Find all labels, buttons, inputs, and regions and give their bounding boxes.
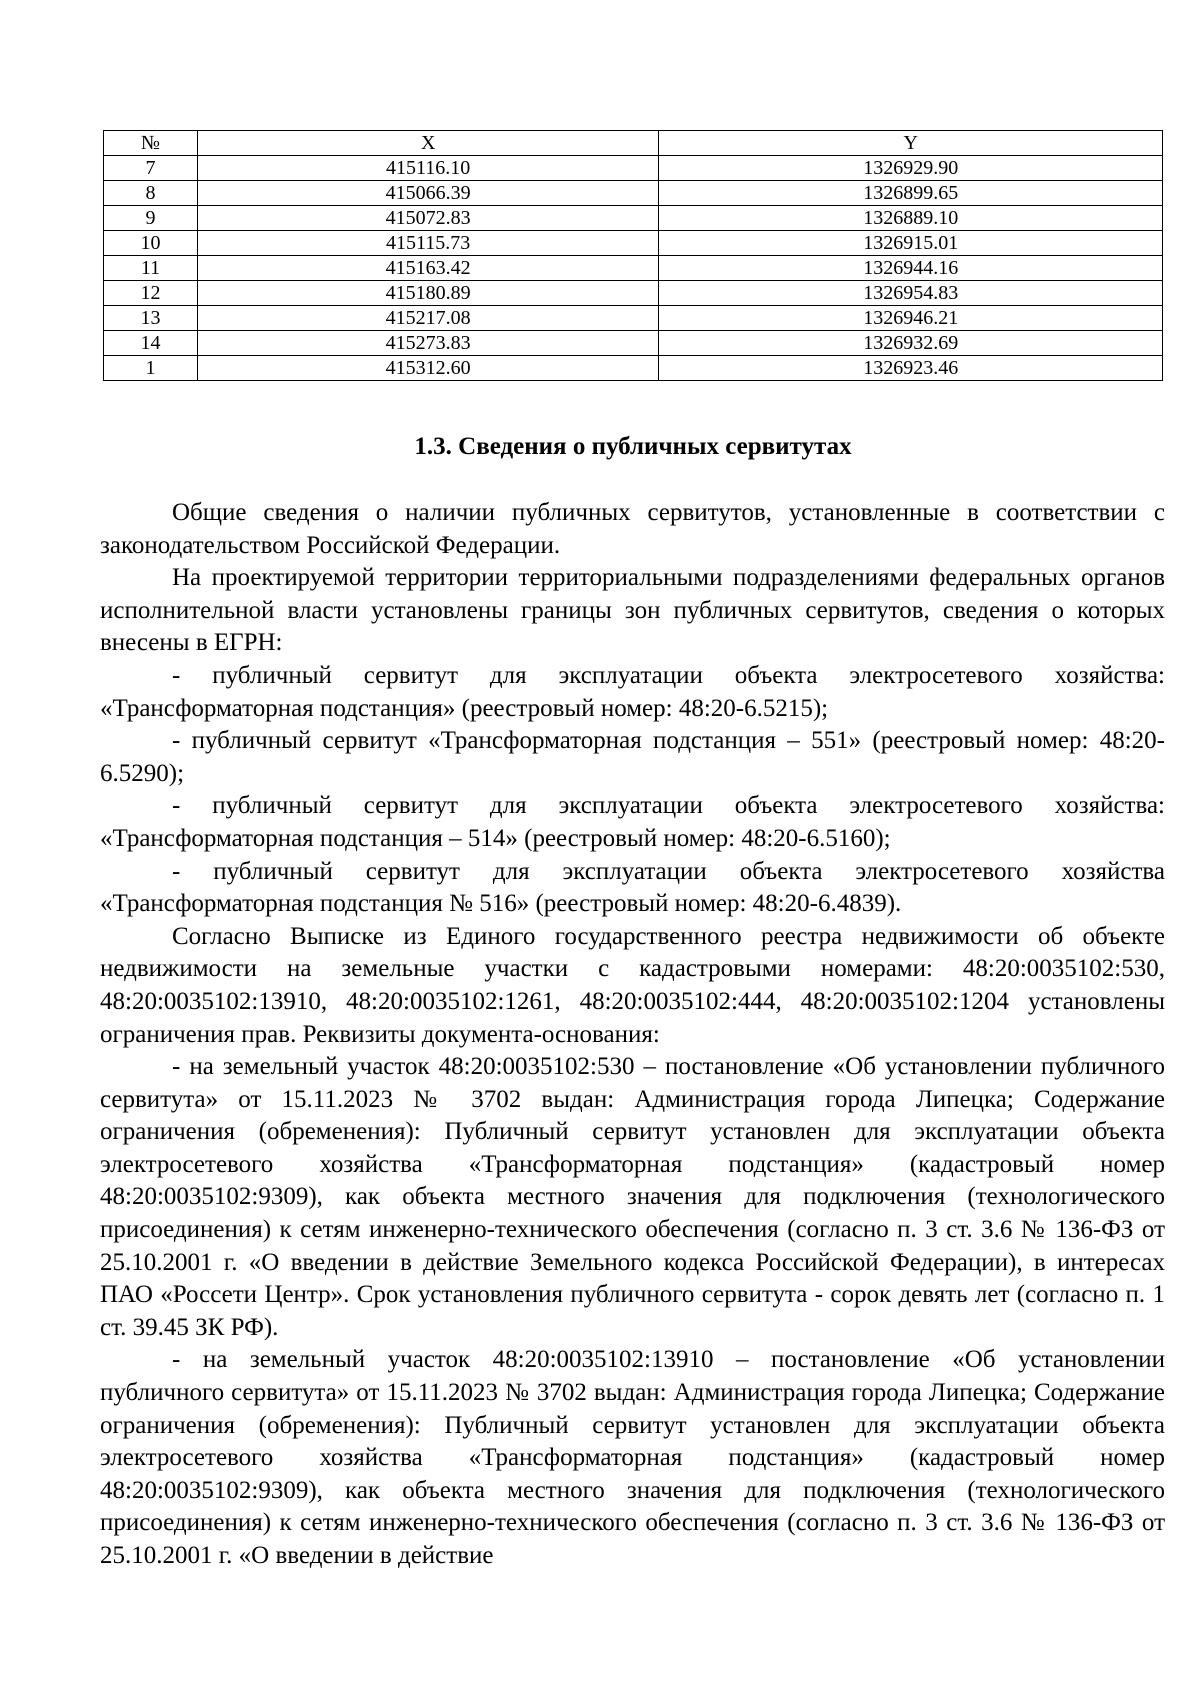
list-item-servitude-4839: - публичный сервитут для эксплуатации объекта электросетевого хозяйства «Трансформаторная подстанция № 516» (реестровый номер: 48:20-6.4839). bbox=[100, 857, 1165, 918]
section-body bbox=[100, 497, 1165, 1573]
cell-x: 415180.89 bbox=[197, 281, 659, 306]
cell-y: 1326954.83 bbox=[659, 281, 1163, 306]
table-row bbox=[104, 156, 1163, 181]
paragraph-general-info: Общие сведения о наличии публичных сервитутов, установленные в соответствии с законодательством Российской Федерации. bbox=[100, 499, 1165, 559]
cell-x: 415066.39 bbox=[197, 181, 659, 206]
cell-y: 1326899.65 bbox=[659, 181, 1163, 206]
paragraph-egrn-zones: На проектируемой территории территориальными подразделениями федеральных органов исполнительной власти установлены границы зон публичных сервитутов, сведения о которых внесены в ЕГРН: bbox=[100, 564, 1165, 657]
table-header-row bbox=[104, 131, 1163, 156]
cell-number: 10 bbox=[104, 231, 198, 256]
header-number: № bbox=[104, 131, 198, 156]
section-heading: 1.3. Сведения о публичных сервитутах bbox=[414, 433, 852, 460]
cell-y: 1326923.46 bbox=[659, 356, 1163, 381]
table-row bbox=[104, 306, 1163, 331]
table-row bbox=[104, 231, 1163, 256]
list-item-plot-530: - на земельный участок 48:20:0035102:530 – постановление «Об установлении публичного сервитута» от 15.11.2023 № 3702 выдан: Администрация города Липецка; Содержание ограничения (обременения): Публичный сервитут установлен для эксплуатации объекта электросетевого хозяйства «Трансформаторная подстанция» (кадастровый номер 48:20:0035102:9309), как объекта местного значения для подключения (технологического присоединения) к сетям инженерно-технического обеспечения (согласно п. 3 ст. 3.6 № 136-ФЗ от 25.10.2001 г. «О введении в действие Земельного кодекса Российской Федерации), в интересах ПАО «Россети Центр». Срок установления публичного сервитута - сорок девять лет (согласно п. 1 ст. 39.45 ЗК РФ). bbox=[100, 1053, 1165, 1341]
cell-number: 14 bbox=[104, 331, 198, 356]
list-item-servitude-5215: - публичный сервитут для эксплуатации объекта электросетевого хозяйства: «Трансформаторная подстанция» (реестровый номер: 48:20-6.5215); bbox=[100, 661, 1165, 722]
cell-y: 1326889.10 bbox=[659, 206, 1163, 231]
cell-number: 8 bbox=[104, 181, 198, 206]
cell-y: 1326932.69 bbox=[659, 331, 1163, 356]
table-row bbox=[104, 206, 1163, 231]
header-y: Y bbox=[659, 131, 1163, 156]
cell-number: 13 bbox=[104, 306, 198, 331]
cell-y: 1326946.21 bbox=[659, 306, 1163, 331]
cell-x: 415116.10 bbox=[197, 156, 659, 181]
cell-x: 415163.42 bbox=[197, 256, 659, 281]
cell-x: 415072.83 bbox=[197, 206, 659, 231]
cell-x: 415217.08 bbox=[197, 306, 659, 331]
table-row bbox=[104, 331, 1163, 356]
table-row bbox=[104, 256, 1163, 281]
cell-number: 1 bbox=[104, 356, 198, 381]
table-row bbox=[104, 181, 1163, 206]
list-item-servitude-5290: - публичный сервитут «Трансформаторная подстанция – 551» (реестровый номер: 48:20-6.5290); bbox=[100, 727, 1165, 787]
cell-x: 415115.73 bbox=[197, 231, 659, 256]
list-item-servitude-5160: - публичный сервитут для эксплуатации объекта электросетевого хозяйства: «Трансформаторная подстанция – 514» (реестровый номер: 48:20-6.5160); bbox=[100, 792, 1165, 852]
table-row bbox=[104, 356, 1163, 381]
cell-y: 1326944.16 bbox=[659, 256, 1163, 281]
cell-x: 415312.60 bbox=[197, 356, 659, 381]
coordinates-table bbox=[103, 130, 1163, 381]
cell-y: 1326915.01 bbox=[659, 231, 1163, 256]
cell-number: 9 bbox=[104, 206, 198, 231]
cell-number: 11 bbox=[104, 256, 198, 281]
table-row bbox=[104, 281, 1163, 306]
cell-number: 7 bbox=[104, 156, 198, 181]
list-item-plot-13910: - на земельный участок 48:20:0035102:13910 – постановление «Об установлении публичного сервитута» от 15.11.2023 № 3702 выдан: Администрация города Липецка; Содержание ограничения (обременения): Публичный сервитут установлен для эксплуатации объекта электросетевого хозяйства «Трансформаторная подстанция» (кадастровый номер 48:20:0035102:9309), как объекта местного значения для подключения (технологического присоединения) к сетям инженерно-технического обеспечения (согласно п. 3 ст. 3.6 № 136-ФЗ от 25.10.2001 г. «О введении в действие bbox=[100, 1346, 1165, 1569]
paragraph-egrn-extract: Согласно Выписке из Единого государственного реестра недвижимости об объекте недвижимости на земельные участки с кадастровыми номерами: 48:20:0035102:530, 48:20:0035102:13910, 48:20:0035102:1261, 48:20:0035102:444, 48:20:0035102:1204 установлены ограничения прав. Реквизиты документа-основания: bbox=[100, 922, 1165, 1048]
cell-x: 415273.83 bbox=[197, 331, 659, 356]
cell-y: 1326929.90 bbox=[659, 156, 1163, 181]
cell-number: 12 bbox=[104, 281, 198, 306]
header-x: X bbox=[197, 131, 659, 156]
